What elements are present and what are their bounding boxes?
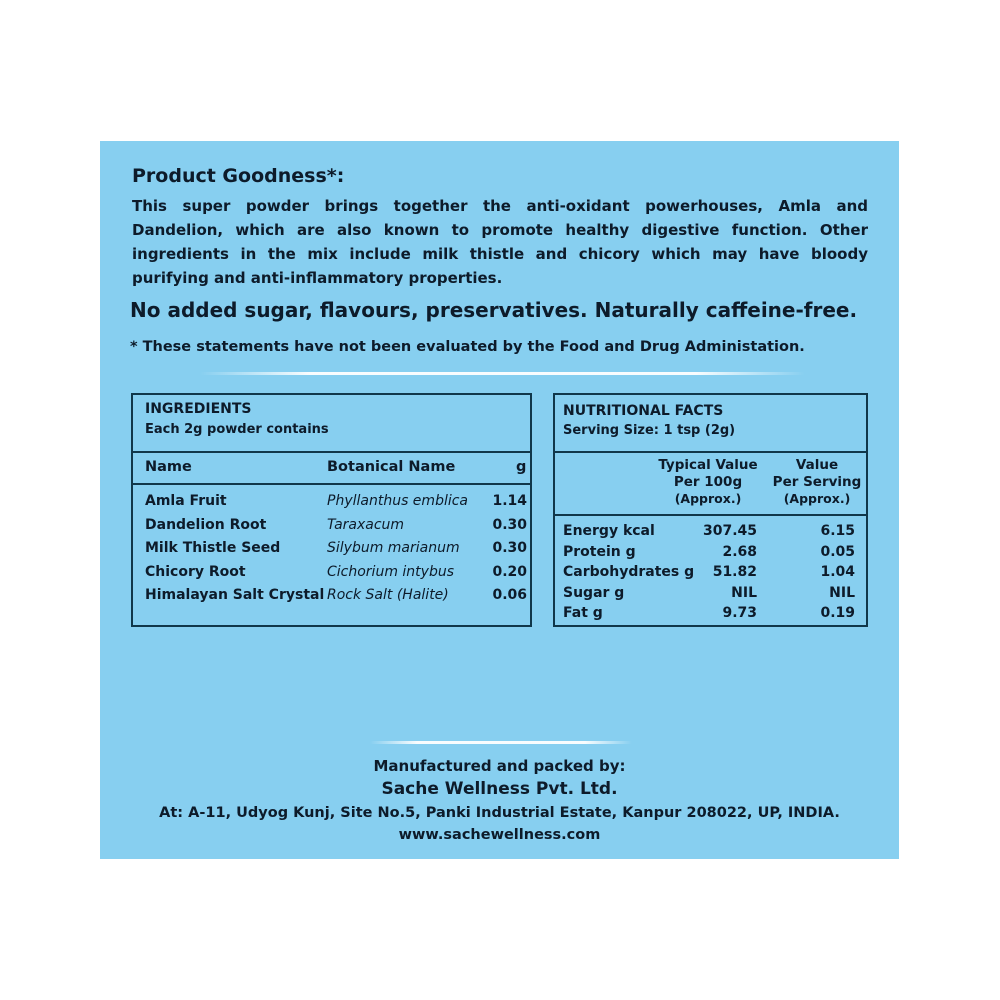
- company-name: Sache Wellness Pvt. Ltd.: [381, 779, 618, 799]
- nutrient-name: Energy kcal: [563, 523, 655, 539]
- ingredient-name: Milk Thistle Seed: [145, 540, 281, 556]
- ingredient-botanical: Rock Salt (Halite): [327, 587, 449, 603]
- product-goodness-heading: Product Goodness*:: [132, 165, 345, 187]
- ingredient-botanical: Taraxacum: [327, 516, 405, 533]
- ingredients-header: [133, 395, 530, 453]
- ingredient-name: Himalayan Salt Crystal: [145, 587, 325, 603]
- ingredient-name: Dandelion Root: [145, 516, 267, 533]
- ingredient-grams: 1.14: [492, 493, 527, 509]
- ingredients-column-header: [133, 451, 530, 485]
- nutrient-per-100g: 307.45: [702, 523, 757, 539]
- nutrition-column-header: [555, 451, 866, 516]
- col-typical-approx: (Approx.): [674, 491, 742, 506]
- ingredients-table: [131, 393, 532, 627]
- nutrition-header: [555, 395, 866, 453]
- ingredient-grams: 0.06: [492, 587, 527, 603]
- company-address: At: A-11, Udyog Kunj, Site No.5, Panki Industrial Estate, Kanpur 208022, UP, INDIA.: [159, 805, 840, 821]
- ingredients-subtitle: Each 2g powder contains: [145, 422, 329, 437]
- col-name: Name: [145, 459, 192, 475]
- ingredient-botanical: Phyllanthus emblica: [327, 493, 469, 509]
- serving-size: Serving Size: 1 tsp (2g): [563, 423, 736, 438]
- nutrient-name: Sugar g: [563, 584, 625, 601]
- nutrient-per-serving: 6.15: [820, 523, 855, 539]
- nutrient-name: Fat g: [563, 605, 603, 621]
- nutrition-table: [553, 393, 868, 627]
- col-typical-value: Typical Value: [658, 457, 758, 473]
- nutrient-per-serving: 1.04: [820, 564, 855, 580]
- nutrient-per-100g: 2.68: [722, 543, 757, 560]
- nutrient-per-100g: NIL: [731, 584, 757, 601]
- nutrient-name: Protein g: [563, 543, 636, 560]
- ingredient-grams: 0.30: [492, 516, 527, 533]
- company-website: www.sachewellness.com: [398, 827, 601, 843]
- ingredient-botanical: Cichorium intybus: [327, 563, 454, 580]
- nutrient-per-100g: 9.73: [722, 605, 757, 621]
- nutrient-name: Carbohydrates g: [563, 564, 695, 580]
- ingredient-grams: 0.30: [492, 540, 527, 556]
- col-grams: g: [516, 459, 527, 475]
- nutrient-per-serving: NIL: [829, 584, 855, 601]
- nutrient-per-serving: 0.05: [820, 543, 855, 560]
- divider-wave-top: [200, 372, 805, 375]
- ingredient-name: Amla Fruit: [145, 493, 227, 509]
- divider-wave-bottom: [370, 741, 632, 744]
- no-additives-claim: No added sugar, flavours, preservatives. Naturally caffeine-free.: [130, 298, 858, 322]
- col-per-100g: Per 100g: [673, 474, 743, 490]
- col-serving-approx: (Approx.): [783, 491, 851, 506]
- product-goodness-text: This super powder brings together the anti-oxidant powerhouses, Amla and Dandelion, which are also known to promote healthy digestive function. Other ingredients in the mix include milk thistle and chicory which may have bloody purifying and anti-inflammatory properties.: [132, 197, 868, 287]
- col-value: Value: [795, 457, 839, 473]
- col-botanical-name: Botanical Name: [327, 459, 456, 475]
- ingredient-grams: 0.20: [492, 563, 527, 580]
- nutrient-per-100g: 51.82: [712, 564, 757, 580]
- label-panel: [100, 141, 899, 859]
- col-per-serving: Per Serving: [772, 474, 862, 490]
- ingredient-botanical: Silybum marianum: [327, 540, 460, 556]
- nutrition-title: NUTRITIONAL FACTS: [563, 403, 724, 419]
- fda-disclaimer: * These statements have not been evaluated by the Food and Drug Administation.: [130, 339, 805, 355]
- nutrient-per-serving: 0.19: [820, 605, 855, 621]
- manufacturer-label: Manufactured and packed by:: [373, 757, 626, 775]
- ingredient-name: Chicory Root: [145, 563, 246, 580]
- ingredients-title: INGREDIENTS: [145, 401, 252, 417]
